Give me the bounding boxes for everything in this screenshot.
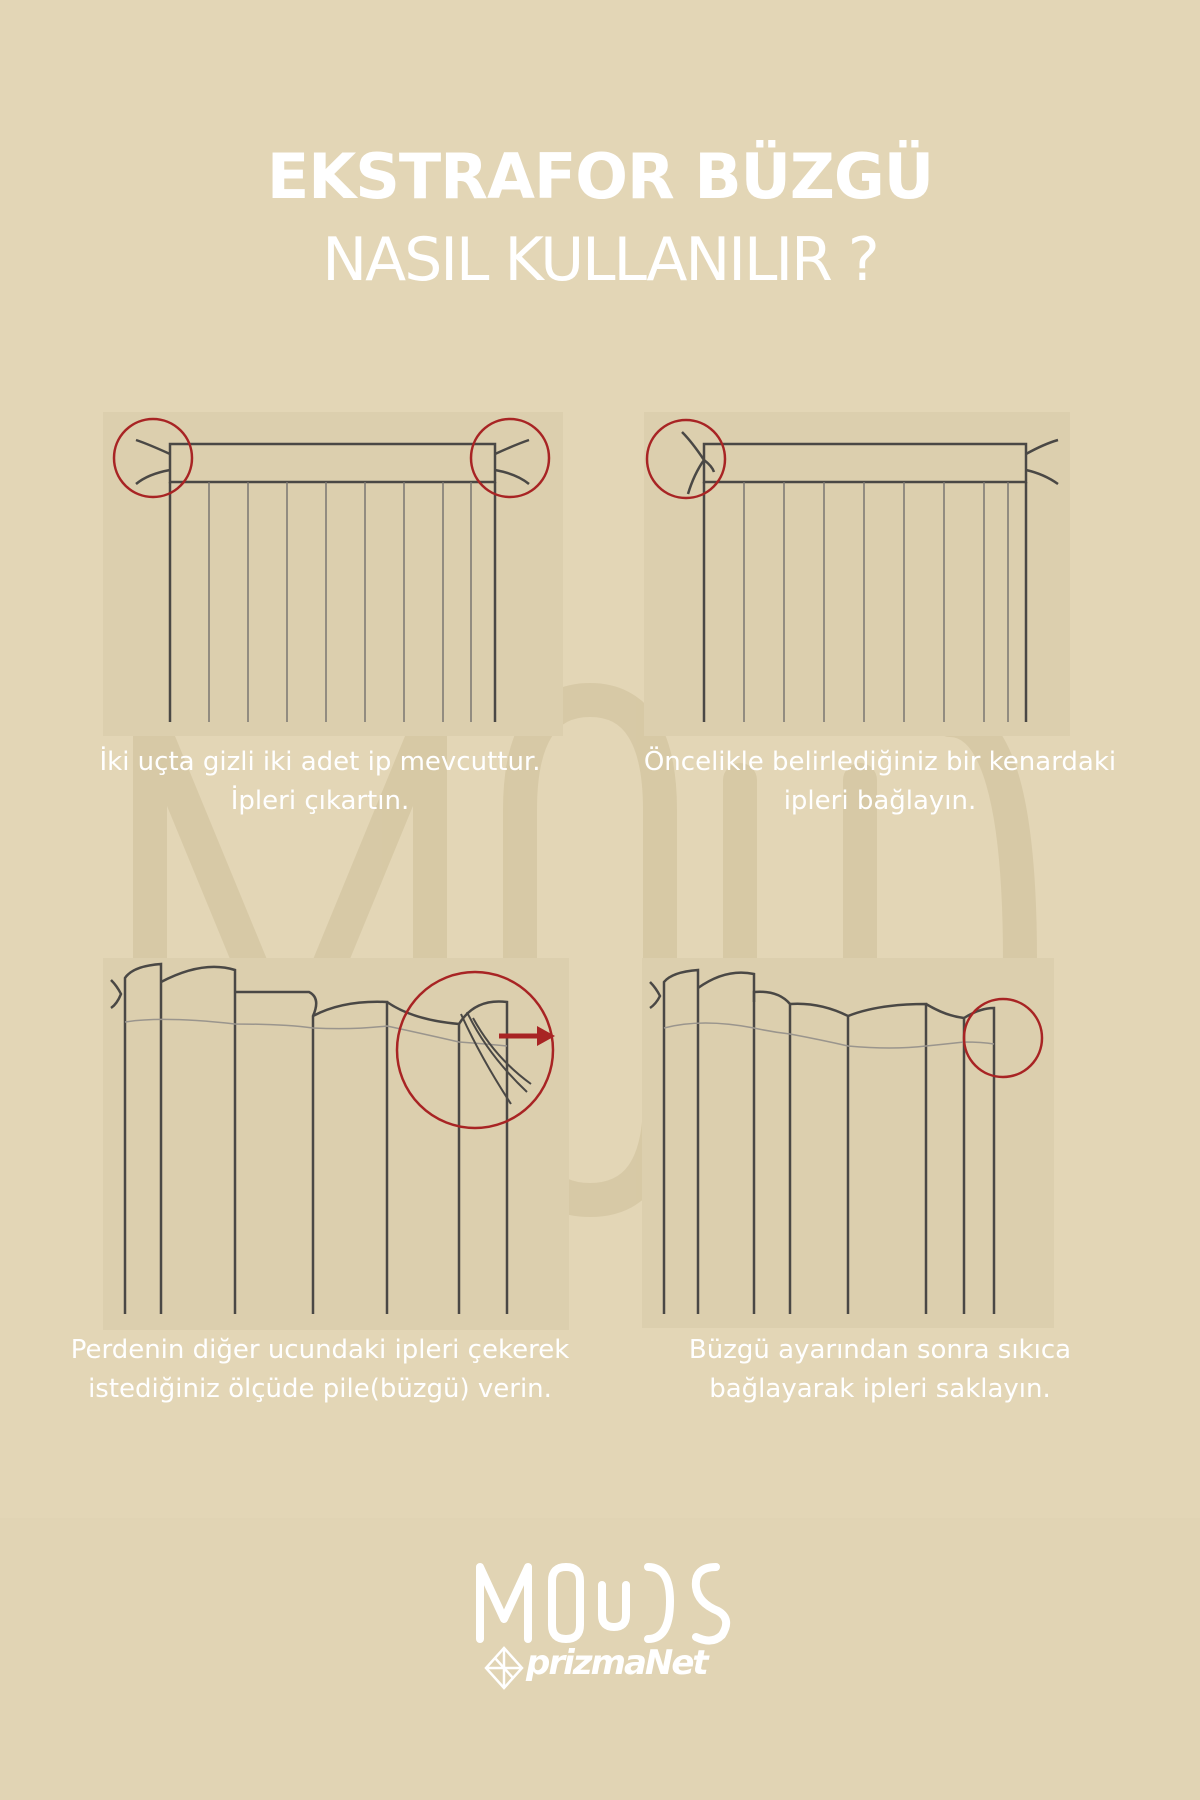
highlight-circle bbox=[964, 999, 1042, 1077]
step-1-diagram bbox=[103, 412, 563, 736]
step-4-caption bbox=[600, 1331, 1160, 1409]
step-1-caption bbox=[60, 743, 580, 821]
highlight-circle bbox=[647, 420, 725, 498]
page-subtitle: NASIL KULLANILIR ? bbox=[322, 225, 878, 295]
highlight-circle bbox=[471, 419, 549, 497]
step-4-diagram bbox=[642, 958, 1054, 1328]
step-2-line1: Öncelikle belirlediğiniz bir kenardaki bbox=[643, 747, 1117, 777]
highlight-circle bbox=[397, 972, 553, 1128]
mouds-logo bbox=[472, 1555, 742, 1645]
step-1-line1: İki uçta gizli iki adet ip mevcuttur. bbox=[99, 747, 541, 777]
step-3-line2: istediğiniz ölçüde pile(büzgü) verin. bbox=[88, 1374, 552, 1404]
step-2-diagram bbox=[644, 412, 1070, 736]
page-title: EKSTRAFOR BÜZGÜ bbox=[266, 140, 934, 213]
step-4-line2: bağlayarak ipleri saklayın. bbox=[709, 1374, 1051, 1404]
step-4-line1: Büzgü ayarından sonra sıkıca bbox=[688, 1335, 1072, 1365]
step-3-diagram bbox=[103, 958, 569, 1330]
step-1-line2: İpleri çıkartın. bbox=[230, 786, 410, 816]
prizma-diamond-icon bbox=[484, 1646, 524, 1690]
highlight-circle bbox=[114, 419, 192, 497]
step-2-line2: ipleri bağlayın. bbox=[783, 786, 977, 816]
step-2-caption bbox=[600, 743, 1160, 821]
step-3-line1: Perdenin diğer ucundaki ipleri çekerek bbox=[70, 1335, 570, 1365]
brand-name: prizmaNet bbox=[526, 1643, 707, 1683]
step-3-caption bbox=[40, 1331, 600, 1409]
